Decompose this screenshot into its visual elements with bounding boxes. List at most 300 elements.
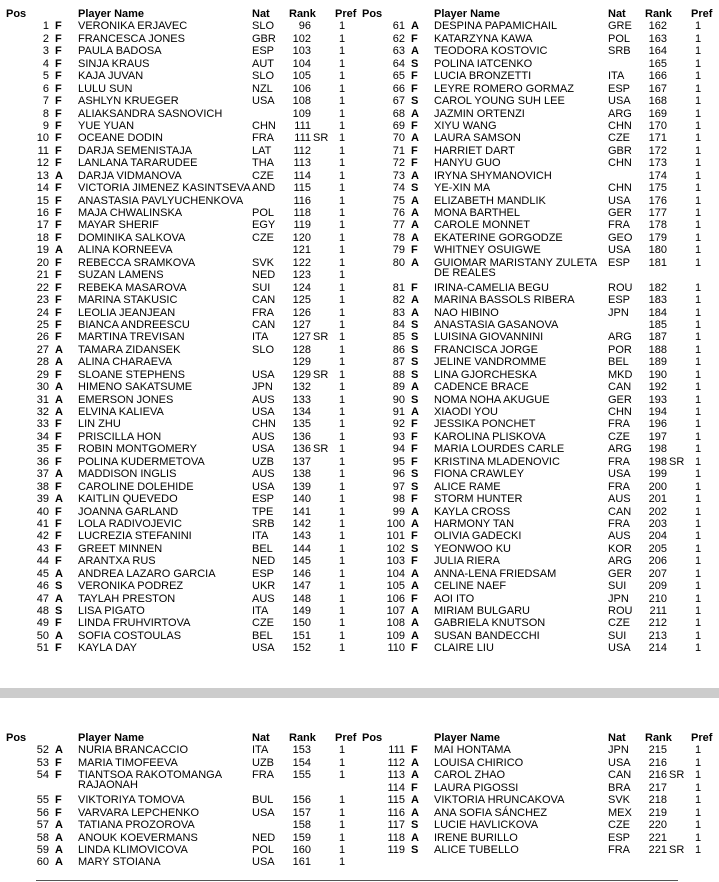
cell-pref: 1 (695, 294, 702, 307)
cell-pref: 1 (339, 144, 346, 157)
cell-rank: 161 (292, 856, 311, 869)
cell-pref: 1 (339, 455, 346, 468)
entry-list-column-1 (6, 8, 361, 655)
cell-rank: 220 (648, 819, 667, 832)
cell-entry-type: F (411, 555, 418, 568)
cell-nat: AND (252, 182, 276, 195)
cell-pref: 1 (695, 32, 702, 45)
cell-nat: CZE (608, 617, 630, 630)
cell-entry-type: F (55, 443, 62, 456)
table-row (362, 832, 717, 844)
cell-nat: CZE (252, 169, 274, 182)
cell-pos: 32 (36, 406, 49, 418)
table-row (362, 83, 717, 95)
cell-pref: 1 (339, 231, 346, 244)
cell-pos: 55 (36, 794, 49, 807)
table-row (6, 757, 361, 769)
cell-rank: 202 (648, 505, 667, 518)
cell-nat: USA (252, 856, 275, 869)
cell-nat: SVK (608, 794, 631, 807)
table-row (6, 58, 361, 70)
cell-rank: 198 (648, 443, 667, 456)
cell-nat: SLO (252, 70, 275, 83)
cell-rank: 183 (648, 294, 667, 307)
cell-rank: 128 (292, 343, 311, 356)
cell-entry-type: A (411, 107, 419, 120)
cell-pos: 24 (36, 306, 49, 319)
cell-entry-type: F (411, 244, 418, 257)
table-row (6, 269, 361, 281)
cell-nat: ESP (252, 45, 275, 58)
cell-nat: UZB (252, 455, 274, 468)
cell-pref: 1 (695, 281, 702, 294)
cell-nat: FRA (608, 480, 630, 493)
cell-pref: 1 (695, 642, 702, 655)
cell-nat: CHN (608, 406, 632, 419)
cell-player-name: LINDA FRUHVIRTOVA (78, 617, 191, 630)
cell-rank: 132 (292, 381, 311, 394)
table-row (362, 468, 717, 480)
cell-entry-type: A (411, 406, 419, 419)
cell-player-name: XIYU WANG (434, 119, 497, 132)
header-pos: Pos (6, 8, 27, 20)
cell-entry-type: F (55, 517, 62, 530)
cell-rank: 175 (648, 182, 667, 195)
cell-rank: 125 (292, 294, 311, 307)
cell-pref: 1 (339, 542, 346, 555)
table-row (362, 518, 717, 530)
table-row (6, 157, 361, 169)
table-row (6, 257, 361, 269)
cell-pos: 82 (392, 294, 405, 307)
cell-pos: 43 (36, 542, 49, 555)
cell-nat: USA (252, 806, 275, 819)
cell-pos: 107 (386, 605, 405, 618)
cell-entry-type: A (55, 468, 63, 481)
cell-pref: 1 (339, 430, 346, 443)
header-nat: Nat (608, 732, 626, 744)
cell-nat: USA (608, 244, 631, 257)
cell-pref: 1 (695, 194, 702, 207)
cell-pos: 40 (36, 505, 49, 518)
table-row (362, 157, 717, 169)
cell-player-name: CAROLINE DOLEHIDE (78, 480, 194, 493)
cell-rank: 185 (648, 318, 667, 331)
cell-entry-type: A (55, 629, 63, 642)
cell-nat: USA (608, 642, 631, 655)
table-row (362, 344, 717, 356)
cell-nat: CHN (608, 119, 632, 132)
cell-nat: GER (608, 567, 632, 580)
table-row (6, 744, 361, 756)
cell-pref: 1 (695, 530, 702, 543)
cell-rank: 219 (648, 806, 667, 819)
cell-nat: MKD (608, 368, 633, 381)
cell-pref: 1 (339, 629, 346, 642)
cell-player-name: YUE YUAN (78, 119, 135, 132)
cell-rank: 113 (293, 157, 311, 170)
cell-rank: 129 (292, 356, 311, 369)
cell-rank: 159 (292, 831, 311, 844)
cell-rank: 192 (648, 381, 667, 394)
cell-pref: 1 (695, 207, 702, 219)
cell-entry-type: F (55, 455, 62, 468)
cell-pos: 79 (392, 244, 405, 257)
cell-rank: 182 (648, 281, 667, 294)
cell-rank: 177 (648, 207, 667, 219)
cell-pos: 35 (36, 443, 49, 456)
cell-rank: 115 (293, 182, 311, 195)
cell-rank: 170 (648, 119, 667, 132)
cell-nat: UZB (252, 756, 274, 769)
table-row (6, 406, 361, 418)
cell-pref: 1 (695, 480, 702, 493)
table-row (6, 605, 361, 617)
cell-nat: CHN (608, 157, 632, 170)
cell-pos: 30 (36, 381, 49, 394)
cell-pref: 1 (339, 244, 346, 257)
cell-rank: 164 (648, 45, 667, 58)
table-row (362, 108, 717, 120)
table-row (362, 819, 717, 831)
cell-pref: 1 (695, 343, 702, 356)
cell-pos: 109 (386, 629, 405, 642)
cell-pos: 93 (392, 430, 405, 443)
cell-entry-type: F (411, 430, 418, 443)
cell-pos: 99 (392, 505, 405, 518)
cell-nat: ESP (608, 82, 631, 95)
cell-player-name: VICTORIA JIMENEZ KASINTSEVA (78, 182, 251, 195)
cell-entry-type: F (55, 794, 62, 807)
cell-player-name: LOUISA CHIRICO (434, 756, 524, 769)
cell-pos: 113 (387, 769, 405, 782)
cell-rank: 133 (292, 393, 311, 406)
cell-player-name: JAZMIN ORTENZI (434, 107, 525, 120)
cell-pos: 50 (36, 629, 49, 642)
cell-pos: 114 (387, 781, 405, 794)
cell-pref: 1 (339, 107, 346, 120)
cell-pos: 88 (392, 368, 405, 381)
cell-rank: 136 (292, 443, 311, 456)
cell-player-name: ANOUK KOEVERMANS (78, 831, 198, 844)
cell-nat: CZE (608, 132, 630, 145)
cell-entry-type: F (411, 82, 418, 95)
cell-entry-type: S (55, 605, 63, 617)
table-row (362, 580, 717, 592)
table-row (362, 319, 717, 331)
cell-pref: 1 (339, 157, 346, 170)
cell-entry-type: F (55, 306, 62, 319)
table-row (362, 630, 717, 642)
cell-entry-type: F (55, 617, 62, 630)
cell-special-ranking: SR (313, 443, 329, 456)
cell-rank: 157 (292, 806, 311, 819)
entry-list-column-2 (362, 8, 717, 655)
cell-nat: SLO (252, 343, 275, 356)
cell-pref: 1 (695, 356, 702, 369)
cell-pref: 1 (339, 368, 346, 381)
cell-entry-type: A (55, 592, 63, 605)
cell-rank: 139 (292, 480, 311, 493)
cell-player-name: MAJA CHWALINSKA (78, 207, 183, 219)
cell-nat: CZE (608, 430, 630, 443)
cell-player-name: LUCIA BRONZETTI (434, 70, 532, 83)
cell-rank: 140 (292, 493, 311, 506)
cell-nat: CAN (608, 381, 632, 394)
cell-pos: 74 (392, 182, 405, 195)
cell-entry-type: F (411, 530, 418, 543)
cell-player-name: LINA GJORCHESKA (434, 368, 537, 381)
cell-nat: FRA (608, 418, 630, 431)
cell-rank: 150 (292, 617, 311, 630)
cell-nat: ITA (252, 530, 269, 543)
cell-pos: 100 (386, 517, 405, 530)
cell-rank: 114 (293, 169, 311, 182)
header-pref: Pref (691, 8, 713, 20)
cell-nat: USA (252, 443, 275, 456)
cell-pref: 1 (339, 194, 346, 207)
cell-nat: ARG (608, 331, 632, 344)
cell-entry-type: F (55, 642, 62, 655)
cell-entry-type: F (411, 642, 418, 655)
cell-pref: 1 (339, 856, 346, 869)
cell-nat: USA (252, 480, 275, 493)
table-row (362, 642, 717, 654)
cell-pref: 1 (695, 331, 702, 344)
cell-pos: 37 (36, 468, 49, 481)
table-row (6, 244, 361, 256)
cell-pos: 110 (387, 642, 405, 655)
cell-pos: 27 (36, 343, 49, 356)
cell-entry-type: S (411, 182, 419, 195)
table-row (362, 244, 717, 256)
cell-pref: 1 (339, 57, 346, 70)
cell-pos: 29 (36, 368, 49, 381)
table-row (6, 630, 361, 642)
cell-pref: 1 (695, 455, 702, 468)
table-row (6, 506, 361, 518)
cell-player-name: POLINA IATCENKO (434, 57, 533, 70)
cell-nat: POR (608, 343, 632, 356)
cell-nat: GBR (252, 32, 276, 45)
cell-pref: 1 (339, 318, 346, 331)
table-row (362, 456, 717, 468)
cell-pos: 69 (392, 119, 405, 132)
cell-nat: EGY (252, 219, 276, 232)
cell-nat: GRE (608, 20, 632, 33)
cell-rank: 207 (648, 567, 667, 580)
cell-pos: 112 (387, 756, 405, 769)
cell-rank: 146 (292, 567, 311, 580)
cell-entry-type: F (411, 443, 418, 456)
cell-entry-type: S (411, 57, 419, 70)
cell-pos: 86 (392, 343, 405, 356)
cell-pos: 47 (36, 592, 49, 605)
table-row (6, 232, 361, 244)
cell-nat: ESP (608, 831, 631, 844)
cell-pref: 1 (339, 95, 346, 108)
table-header (6, 732, 361, 744)
cell-entry-type: A (411, 306, 419, 319)
header-rank: Rank (645, 8, 672, 20)
cell-player-name: CAROL YOUNG SUH LEE (434, 95, 565, 108)
cell-nat: SUI (252, 281, 271, 294)
cell-player-name: VARVARA LEPCHENKO (78, 806, 200, 819)
cell-entry-type: S (411, 843, 419, 856)
cell-rank: 141 (292, 505, 311, 518)
cell-entry-type: S (411, 331, 419, 344)
cell-pref: 1 (339, 281, 346, 294)
cell-entry-type: F (55, 269, 62, 282)
cell-special-ranking: SR (669, 455, 685, 468)
table-row (362, 744, 717, 756)
cell-entry-type: S (411, 368, 419, 381)
cell-player-name: TAMARA ZIDANSEK (78, 343, 181, 356)
table-row (362, 530, 717, 542)
cell-player-name: POLINA KUDERMETOVA (78, 455, 205, 468)
cell-pref: 1 (695, 542, 702, 555)
cell-entry-type: F (411, 744, 418, 757)
cell-pos: 67 (392, 95, 405, 108)
cell-player-name: LANLANA TARARUDEE (78, 157, 198, 170)
cell-player-name: PAULA BADOSA (78, 45, 162, 58)
cell-pref: 1 (695, 756, 702, 769)
cell-pref: 1 (339, 306, 346, 319)
cell-rank: 214 (648, 642, 667, 655)
cell-rank: 180 (648, 244, 667, 257)
cell-player-name: HARRIET DART (434, 144, 515, 157)
table-row (362, 294, 717, 306)
table-row (362, 394, 717, 406)
cell-pref: 1 (695, 82, 702, 95)
cell-nat: LAT (252, 144, 272, 157)
cell-pos: 97 (392, 480, 405, 493)
cell-player-name: MADDISON INGLIS (78, 468, 177, 481)
cell-pref: 1 (339, 443, 346, 456)
cell-pref: 1 (695, 617, 702, 630)
cell-nat: CAN (608, 769, 632, 782)
cell-rank: 216 (648, 769, 667, 782)
cell-pref: 1 (695, 629, 702, 642)
cell-player-name: CADENCE BRACE (434, 381, 529, 394)
cell-nat: CAN (252, 318, 276, 331)
cell-rank: 166 (648, 70, 667, 83)
cell-pref: 1 (339, 119, 346, 132)
cell-entry-type: A (411, 517, 419, 530)
cell-pref: 1 (695, 744, 702, 757)
cell-player-name: JOANNA GARLAND (78, 505, 179, 518)
cell-entry-type: S (411, 393, 419, 406)
cell-pref: 1 (339, 132, 346, 145)
cell-nat: CHN (608, 182, 632, 195)
cell-nat: USA (252, 406, 275, 418)
cell-player-name: HARMONY TAN (434, 517, 515, 530)
cell-pos: 42 (36, 530, 49, 543)
cell-rank: 162 (648, 20, 667, 33)
entry-list-column-4 (362, 732, 717, 856)
table-row (6, 769, 361, 794)
cell-pos: 56 (36, 806, 49, 819)
cell-player-name: ALINA KORNEEVA (78, 244, 173, 257)
cell-pos: 3 (42, 45, 49, 58)
cell-pos: 63 (392, 45, 405, 58)
cell-rank: 96 (298, 20, 311, 33)
cell-pos: 85 (392, 331, 405, 344)
cell-nat: AUS (608, 493, 631, 506)
cell-pos: 119 (387, 843, 405, 856)
cell-pref: 1 (695, 318, 702, 331)
cell-entry-type: A (411, 20, 419, 33)
cell-rank: 165 (648, 57, 667, 70)
cell-pos: 34 (36, 430, 49, 443)
table-row (362, 617, 717, 629)
cell-pref: 1 (339, 567, 346, 580)
cell-pos: 80 (392, 256, 405, 269)
cell-nat: BRA (608, 781, 631, 794)
cell-pos: 23 (36, 294, 49, 307)
cell-player-name: VIKTORIA HRUNCAKOVA (434, 794, 565, 807)
cell-player-name: SUZAN LAMENS (78, 269, 164, 282)
table-row (6, 145, 361, 157)
cell-pref: 1 (695, 381, 702, 394)
cell-rank: 210 (648, 592, 667, 605)
cell-player-name: JELINE VANDROMME (434, 356, 547, 369)
cell-rank: 156 (292, 794, 311, 807)
cell-nat: AUS (252, 430, 275, 443)
table-row (362, 282, 717, 294)
cell-entry-type: A (411, 605, 419, 618)
cell-player-name: NOMA NOHA AKUGUE (434, 393, 550, 406)
cell-player-name: MARIA TIMOFEEVA (78, 756, 178, 769)
cell-pref: 1 (339, 207, 346, 219)
table-row (6, 468, 361, 480)
cell-rank: 196 (648, 418, 667, 431)
header-player-name: Player Name (434, 732, 501, 744)
entry-list-column-3 (6, 732, 361, 869)
cell-pref: 1 (339, 406, 346, 418)
table-row (6, 319, 361, 331)
cell-rank: 174 (648, 169, 667, 182)
cell-entry-type: F (55, 132, 62, 145)
cell-rank: 213 (648, 629, 667, 642)
header-rank: Rank (289, 8, 316, 20)
cell-pos: 20 (36, 256, 49, 269)
cell-rank: 116 (293, 194, 311, 207)
cell-pos: 22 (36, 281, 49, 294)
cell-player-name: PRISCILLA HON (78, 430, 162, 443)
table-row (362, 406, 717, 418)
cell-pos: 12 (36, 157, 49, 170)
cell-pref: 1 (695, 819, 702, 832)
cell-pos: 4 (42, 57, 49, 70)
cell-player-name: ALICE RAME (434, 480, 501, 493)
cell-pos: 105 (386, 580, 405, 593)
table-row (362, 356, 717, 368)
cell-rank: 173 (648, 157, 667, 170)
cell-entry-type: A (411, 231, 419, 244)
cell-nat: MEX (608, 806, 632, 819)
cell-rank: 123 (292, 269, 311, 282)
cell-entry-type: A (55, 244, 63, 257)
cell-pref: 1 (339, 580, 346, 593)
cell-entry-type: F (411, 157, 418, 170)
cell-nat: UKR (252, 580, 276, 593)
cell-nat: CZE (252, 617, 274, 630)
cell-entry-type: F (55, 756, 62, 769)
cell-pos: 102 (386, 542, 405, 555)
cell-rank: 167 (648, 82, 667, 95)
table-row (362, 555, 717, 567)
